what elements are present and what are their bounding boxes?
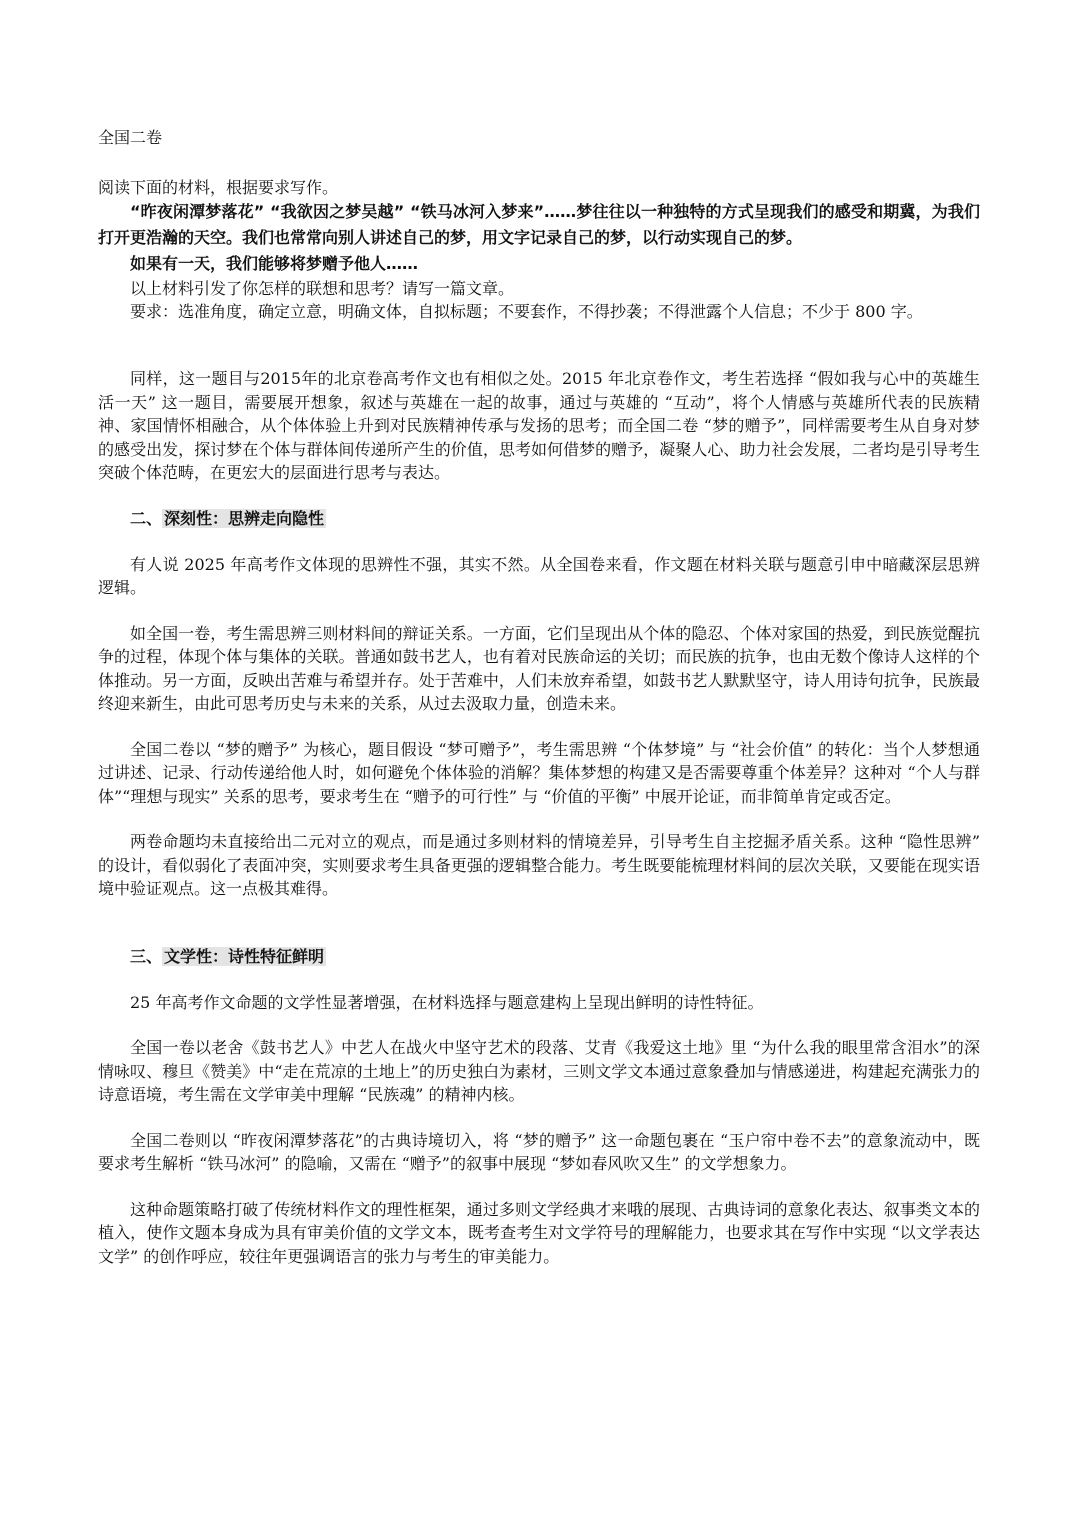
section-3-number: 三、: [130, 946, 163, 966]
document-page: [98, 126, 980, 1268]
material-1: “昨夜闲潭梦落花” “我欲因之梦吴越” “铁马冰河入梦来”……梦往往以一种独特的方式呈现我们的感受和期冀，为我们打开更浩瀚的天空。我们也常常向别人讲述自己的梦，用文字记录自己的梦，以行动实现自己的梦。: [98, 202, 980, 247]
writing-question: 以上材料引发了你怎样的联想和思考？请写一篇文章。: [130, 279, 515, 298]
section-2-heading: [98, 507, 980, 531]
section-2-number: 二、: [130, 508, 163, 528]
section-2-title: 深刻性：思辨走向隐性: [164, 508, 325, 528]
section-2-paragraph: 全国二卷以 “梦的赠予” 为核心，题目假设 “梦可赠予”，考生需思辨 “个体梦境” 与 “社会价值” 的转化：当个人梦想通过讲述、记录、行动传递给他人时，如何避免个体体验的消解？集体梦想的构建又是否需要尊重个体差异？这种对 “个人与群体”“理想与现实” 关系的思考，要求考生在 “赠予的可行性” 与 “价值的平衡” 中展开论证，而非简单肯定或否定。: [98, 739, 980, 806]
prompt-intro: 阅读下面的材料，根据要求写作。: [98, 178, 339, 197]
section-3-paragraph: 这种命题策略打破了传统材料作文的理性框架，通过多则文学经典才来哦的展现、古典诗词的意象化表达、叙事类文本的植入，使作文题本身成为具有审美价值的文学文本，既考查考生对文学符号的理解能力，也要求其在写作中实现 “以文学表达文学” 的创作呼应，较往年更强调语言的张力与考生的审美能力。: [98, 1199, 980, 1266]
section-3-paragraph: 全国二卷则以 “昨夜闲潭梦落花”的古典诗境切入，将 “梦的赠予” 这一命题包裹在 “玉户帘中卷不去”的意象流动中，既要求考生解析 “铁马冰河” 的隐喻，又需在 “赠予”的叙事中展现 “梦如春风吹又生” 的文学想象力。: [98, 1130, 980, 1173]
doc-title: 全国二卷: [98, 128, 163, 147]
comparison-paragraph: 同样，这一题目与2015年的北京卷高考作文也有相似之处。2015 年北京卷作文，考生若选择 “假如我与心中的英雄生活一天” 这一题目，需要展开想象，叙述与英雄在一起的故事，通过与英雄的 “互动”，将个人情感与英雄所代表的民族精神、家国情怀相融合，从个体体验上升到对民族精神传承与发扬的思考；而全国二卷 “梦的赠予”，同样需要考生从自身对梦的感受出发，探讨梦在个体与群体间传递所产生的价值，思考如何借梦的赠予，凝聚人心、助力社会发展，二者均是引导考生突破个体范畴，在更宏大的层面进行思考与表达。: [98, 369, 980, 482]
section-2-paragraph: 如全国一卷，考生需思辨三则材料间的辩证关系。一方面，它们呈现出从个体的隐忍、个体对家国的热爱，到民族觉醒抗争的过程，体现个体与集体的关联。普通如鼓书艺人，也有着对民族命运的关切；而民族的抗争，也由无数个像诗人这样的个体推动。另一方面，反映出苦难与希望并存。处于苦难中，人们未放弃希望，如鼓书艺人默默坚守，诗人用诗句抗争，民族最终迎来新生，由此可思考历史与未来的关系，从过去汲取力量，创造未来。: [98, 623, 980, 713]
section-2-paragraph: 有人说 2025 年高考作文体现的思辨性不强，其实不然。从全国卷来看，作文题在材料关联与题意引申中暗藏深层思辨逻辑。: [98, 554, 980, 597]
material-2: 如果有一天，我们能够将梦赠予他人……: [130, 254, 419, 273]
section-3-paragraph: 25 年高考作文命题的文学性显著增强，在材料选择与题意建构上呈现出鲜明的诗性特征。: [130, 992, 764, 1012]
section-2-paragraph: 两卷命题均未直接给出二元对立的观点，而是通过多则材料的情境差异，引导考生自主挖掘矛盾关系。这种 “隐性思辨” 的设计，看似弱化了表面冲突，实则要求考生具备更强的逻辑整合能力。考生既要能梳理材料间的层次关联，又要能在现实语境中验证观点。这一点极其难得。: [98, 832, 980, 898]
section-3-paragraph: 全国一卷以老舍《鼓书艺人》中艺人在战火中坚守艺术的段落、艾青《我爱这土地》里 “为什么我的眼里常含泪水”的深情咏叹、穆旦《赞美》中“走在荒凉的土地上”的历史独白为素材，三则文学文本通过意象叠加与情感递进，构建起充满张力的诗意语境，考生需在文学审美中理解 “民族魂” 的精神内核。: [98, 1038, 980, 1104]
section-3-title: 文学性：诗性特征鲜明: [164, 946, 325, 966]
section-3-heading: [98, 945, 980, 969]
writing-requirements: 要求：选准角度，确定立意，明确文体，自拟标题；不要套作，不得抄袭；不得泄露个人信息；不少于 800 字。: [130, 302, 923, 321]
